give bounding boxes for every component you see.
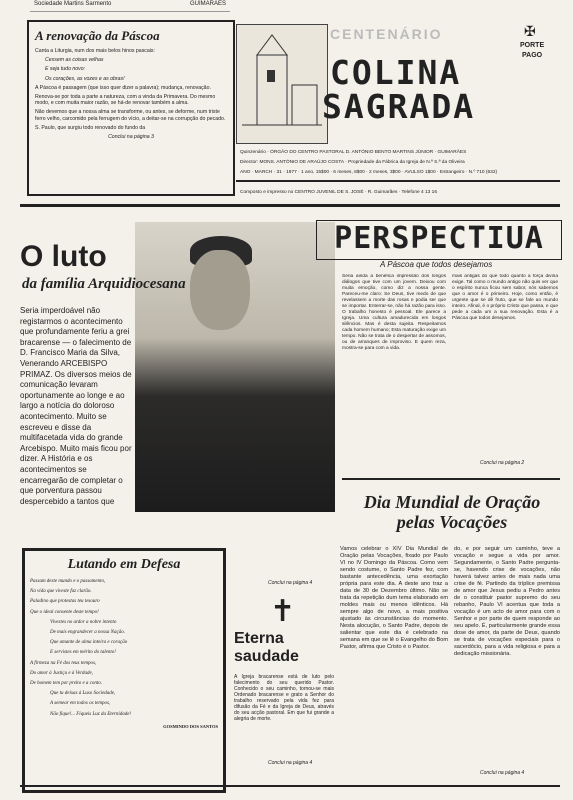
lutando-v3-1: A firmeza na Fé dos teus tempos, [30, 660, 97, 666]
masthead-line-1: Quinzenário · ÓRGÃO DO CENTRO PASTORAL D. ANTÓNIO BENTO MARTINS JÚNIOR · GUIMARÃES [240, 150, 467, 155]
lutando-v1-2: Na vida que viveste faz clarão. [30, 589, 92, 595]
porte-label: PORTE [520, 42, 545, 49]
masthead-line-2: Director: MONS. ANTÓNIO DE ARAÚJO COSTA · Propriedade da Fábrica da Igreja de N.ª S.ª da Oliveira [240, 160, 465, 165]
masthead-illustration [236, 24, 328, 144]
eterna-title-2: saudade [234, 648, 299, 665]
masthead-title-1: COLINA [330, 53, 462, 92]
lutando-box [22, 548, 226, 793]
perspectiva-col-1: Seria ainda a benéfica impressão dos longos diálogos que tive com um jovem. Deixou com muita emoção, como diz a nossa gente. Pareceu-me claro: Se Deus, tive medo de que revelassem a morte das rosas e podia ser que se importar. Enterrar-se, não há razão para isso. O trabalho honesto é pessoal. Ele parece a Igreja. Uma cultura amadurecida em longos silêncios. Mas é desta sujeita. Respeitamos cada homem humano; Esta maturação exige um tempo. Não se trata de o despertar de assomos, ou de arranques de improviso. E quem reza, mostra-se para com a vida. [342, 274, 446, 351]
perspectiva-rule [342, 478, 560, 480]
lutando-v3-3: De homem tem por preito e a conto. [30, 681, 103, 687]
lutando-v4-3: Não fique!... Fiqueis Luz da Eternidade! [50, 711, 132, 717]
lutando-title: Lutando em Defesa [67, 557, 181, 572]
lutando-author: GOSMINDO DOS SANTOS [163, 723, 218, 729]
archive-stamp [30, 0, 230, 12]
renovacao-poem-3: Os corações, as vozes e as obras! [45, 75, 125, 82]
masthead-line-4: Composto e impresso no CENTRO JUVENIL DE S. JOSÉ · R. Guimarães · Telefone 4 13 16 [240, 190, 438, 195]
eterna-body: A Igreja bracarense está de luto pelo falecimento do seu querido Pastor. Conhecido o seu caminho, tornou-se mais Ordenado bracarense e grato a Senhor do trabalho reservado pela vida fez para difusão da Fé e da Igreja de Deus, através do seu acção pastoral. Em que fui grande a alegria de morte. [234, 674, 334, 722]
stamp-right: GUIMARÃES [189, 1, 226, 7]
lutando-v4-1: Que tu deixas à Luso Sociedade, [50, 691, 116, 697]
lutando-v2-3: Que amante de alma inteira e coração [50, 640, 128, 646]
cross-emblem-icon: ✠ [524, 24, 536, 40]
centenario-watermark: CENTENÁRIO [330, 26, 443, 42]
eterna-title-1: Eterna [234, 630, 284, 647]
dia-cont: Conclui na página 4 [480, 770, 525, 776]
luto-title: O luto [20, 240, 107, 273]
dia-col-2: do, e por seguir um caminho, teve a vocação e segue a vida por amor. Segundamente, o Santo Padre pergunta-se, havendo crise de vocações, não haverá talvez antes de mais nada uma crise de fé. Partindo da tríplice premissa de amor que Jesus pediu a Pedro antes de o constituir pastor supremo do seu rebanho, Paulo VI acentua que toda a vocação é um acto de amor para com o Senhor e por parte de quem responde ao seu apelo. É, particularmente grande essa dose de amor, da parte de Deus, quando se trata de vocações especiais para o sacerdócio, para a vida religiosa e para a dedicação missionária. [454, 546, 560, 657]
renovacao-p5: S. Paulo, que surgiu todo renovado do fundo da [35, 124, 146, 131]
luto-subtitle: da família Arquidiocesana [22, 276, 186, 292]
latin-cross-icon: ✝ [270, 594, 296, 629]
masthead-rule [236, 180, 560, 182]
lutando-v1-4: Que o ideal consente deste tempo! [30, 609, 99, 615]
bottom-rule [20, 785, 560, 787]
lutando-v4-2: A semear em todos os tempos, [50, 701, 111, 707]
dia-title-2: pelas Vocações [396, 512, 508, 532]
renovacao-p3: Renova-se por toda a parte a natureza, com a vinda da Primavera. Do mesmo modo, e com muita maior razão, se há-de renovar também a alma. [35, 94, 216, 107]
perspectiva-subtitle: A Páscoa que todos desejamos [380, 260, 493, 269]
renovacao-poem-2: E seja tudo novo: [45, 66, 86, 73]
perspectiva-col-2: mais antigas do que todo quanto a força divina exige. Tal como o mundo antigo não quis ver que o espírito nunca ficou sem sabor, nós sabemos que o amor é o primeiro. Hoje, como então, é urgente que se dê fruto, que se fale ao mundo inteiro. Afinal, é o próprio Cristo que passa, e que pede a cada um a sua renovação. Esta é a Páscoa que todos desejamos. [452, 274, 558, 321]
renovacao-title: A renovação da Páscoa [35, 28, 160, 43]
stamp-left: Sociedade Martins Sarmento [34, 1, 112, 7]
luto-body: Seria imperdoável não registarmos o acontecimento que profundamente feriu a grei bracarense — o falecimento de D. Francisco Maria da Silva, Venerando ARCEBISPO PRIMAZ. Os diversos meios de comunicação levaram oportunamente ao longe e ao largo a notícia do doloroso acontecimento. Muito se escreveu e disse da multifacetada vida do grande Arcebispo. Muito mais ficou por dizer. A História e os acontecimentos se encarregarão de completar o que porventura passou despercebido a tantos que [20, 306, 132, 506]
dia-col-1: Vamos celebrar o XIV Dia Mundial de Oração pelas Vocações, fixado por Paulo VI no IV Domingo da Páscoa. Como vem sendo costume, o Santo Padre fez, com bastante antecedência, uma exortação própria para este dia. A deste ano traz a data de 30 de Dezembro último. Não se trata da repetição dum tema elaborado em moldes mais ou menos idênticos. Há sempre algo de novo, a mais positiva ajustado às circunstâncias do momento. Nesta alocução, o Santo Padre, depois de salientar que este dia é celebrado na semana em que se lê o Evangelho do Bom Pastor, afirma que Cristo é o Pastor. [340, 546, 448, 650]
eterna-cont: Conclui na página 4 [268, 760, 313, 766]
perspectiva-cont: Conclui na página 2 [480, 460, 525, 466]
lutando-v2-2: De mais engrandecer a nossa Nação. [50, 630, 125, 636]
renovacao-cont: Conclui na página 3 [108, 134, 154, 141]
renovacao-box [27, 20, 235, 196]
church-tower-icon [237, 25, 327, 143]
lutando-v1-3: Paladino que protestas teu tesouro [30, 599, 100, 605]
renovacao-poem-1: Cessem as coisas velhas [45, 57, 104, 64]
masthead-title-2: SAGRADA [322, 87, 476, 126]
renovacao-p2: A Páscoa é passagem (que isso quer dizer a palavra); mudança, renovação. [35, 84, 211, 91]
photo-face [190, 250, 250, 330]
lutando-v3-2: Do amor à Justiça e à Verdade, [30, 670, 93, 676]
renovacao-p1: Canta a Liturgia, num dos mais belos hinos pascais: [35, 48, 155, 54]
renovacao-p4: Não devemos que a nossa alma se transforme, ou antes, se deforme, num triste ferro velho, carcomido pela ferrugem do vício, a deitar-se na corrupção do pecado. [35, 109, 226, 122]
lutando-v2-4: E servistes em mérito do talento! [50, 650, 116, 656]
top-rule [20, 204, 560, 207]
perspectiva-title: PERSPECTIUA [316, 220, 562, 260]
lutando-v1-1: Passam deste mundo e o passamento, [30, 579, 106, 584]
luto-cont: Conclui na página 4 [268, 580, 313, 586]
pago-label: PAGO [522, 52, 543, 59]
masthead-line-3: ANO · MARCH · 31 · 1977 · 1 ano, 15$00 · 6 meses, 8$00 · 2 meses, 3$00 · AVULSO 1$00 · Estrangeiro · N.º 710 (632) [240, 170, 498, 175]
dia-title-1: Dia Mundial de Oração [363, 492, 541, 512]
lutando-v2-1: Vivestes no ardor a nobre intento [50, 619, 117, 625]
